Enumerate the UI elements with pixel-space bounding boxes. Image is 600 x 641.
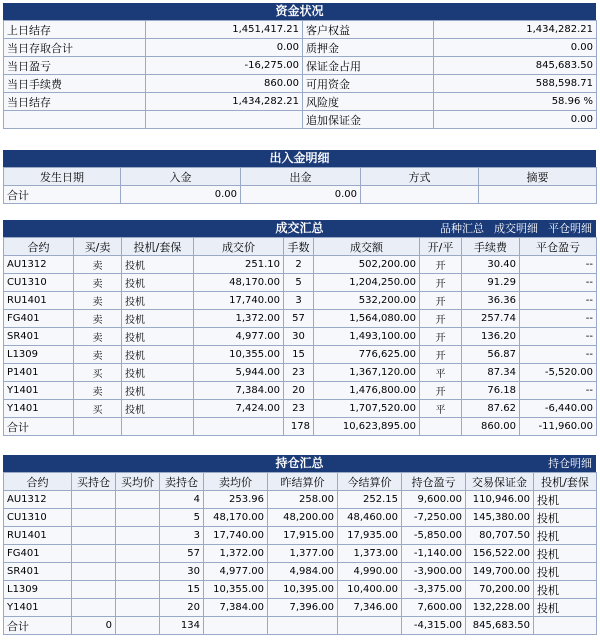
position-cell: [72, 527, 116, 545]
position-total-cell: [268, 617, 338, 635]
column-header: 卖持仓: [160, 473, 204, 491]
trade-cell: --: [520, 346, 597, 364]
position-cell: [116, 545, 160, 563]
trade-cell: 15: [284, 346, 314, 364]
column-header: 今结算价: [338, 473, 402, 491]
trade-cell: 87.62: [462, 400, 520, 418]
trade-cell: 57: [284, 310, 314, 328]
trade-row: [4, 364, 597, 382]
fund-status-row: [4, 93, 597, 111]
trade-cell: 1,204,250.00: [314, 274, 420, 292]
trade-cell: CU1310: [4, 274, 74, 292]
position-cell: [116, 491, 160, 509]
fund-value: [146, 111, 303, 129]
trade-cell: 投机: [122, 328, 194, 346]
trade-cell: 532,200.00: [314, 292, 420, 310]
position-cell: 149,700.00: [466, 563, 534, 581]
fund-value: 0.00: [434, 39, 597, 57]
trade-cell: 买: [74, 364, 122, 382]
position-total-cell: [204, 617, 268, 635]
trade-cell: 投机: [122, 310, 194, 328]
position-cell: 15: [160, 581, 204, 599]
position-cell: 253.96: [204, 491, 268, 509]
cash-flow-header: 出入金明细: [3, 150, 596, 167]
position-cell: 9,600.00: [402, 491, 466, 509]
fund-status-row: [4, 75, 597, 93]
position-cell: 投机: [534, 599, 597, 617]
column-header: 成交价: [194, 238, 284, 256]
trade-link-0[interactable]: 品种汇总: [440, 222, 484, 235]
column-header: 买持仓: [72, 473, 116, 491]
column-header: 平仓盈亏: [520, 238, 597, 256]
trade-cell: 7,424.00: [194, 400, 284, 418]
trade-cell: 投机: [122, 292, 194, 310]
trade-cell: 开: [420, 256, 462, 274]
trade-cell: 开: [420, 382, 462, 400]
position-cell: 17,915.00: [268, 527, 338, 545]
position-cell: [116, 527, 160, 545]
trade-cell: 卖: [74, 382, 122, 400]
trade-row: [4, 400, 597, 418]
position-row: [4, 509, 597, 527]
position-total-cell: 0: [72, 617, 116, 635]
trade-cell: --: [520, 310, 597, 328]
position-cell: [116, 581, 160, 599]
trade-cell: --: [520, 328, 597, 346]
position-cell: 30: [160, 563, 204, 581]
column-header: 卖均价: [204, 473, 268, 491]
trade-cell: 91.29: [462, 274, 520, 292]
position-cell: 17,935.00: [338, 527, 402, 545]
trade-row: [4, 328, 597, 346]
trade-cell: 开: [420, 310, 462, 328]
trade-total-row: [4, 418, 597, 436]
trade-cell: 1,493,100.00: [314, 328, 420, 346]
position-cell: 110,946.00: [466, 491, 534, 509]
trade-cell: 3: [284, 292, 314, 310]
trades-table: [3, 237, 597, 436]
trade-cell: --: [520, 382, 597, 400]
trade-cell: --: [520, 292, 597, 310]
trade-cell: 投机: [122, 382, 194, 400]
position-cell: 1,373.00: [338, 545, 402, 563]
fund-value: 860.00: [146, 75, 303, 93]
column-header: 买均价: [116, 473, 160, 491]
trade-cell: 1,476,800.00: [314, 382, 420, 400]
trade-cell: 30: [284, 328, 314, 346]
position-cell: L1309: [4, 581, 72, 599]
column-header: 昨结算价: [268, 473, 338, 491]
position-cell: 4: [160, 491, 204, 509]
position-cell: CU1310: [4, 509, 72, 527]
fund-label: 可用资金: [303, 75, 434, 93]
position-cell: [116, 563, 160, 581]
trade-total-cell: [74, 418, 122, 436]
fund-status-row: [4, 21, 597, 39]
column-header: 投机/套保: [122, 238, 194, 256]
column-header: 摘要: [479, 168, 597, 186]
trade-total-cell: [194, 418, 284, 436]
fund-label: 客户权益: [303, 21, 434, 39]
trade-row: [4, 256, 597, 274]
position-cell: 10,355.00: [204, 581, 268, 599]
trade-cell: 36.36: [462, 292, 520, 310]
position-cell: 48,200.00: [268, 509, 338, 527]
trade-cell: 20: [284, 382, 314, 400]
trade-total-cell: [122, 418, 194, 436]
position-cell: 132,228.00: [466, 599, 534, 617]
position-cell: 4,990.00: [338, 563, 402, 581]
trade-row: [4, 382, 597, 400]
position-cell: 20: [160, 599, 204, 617]
position-total-row: [4, 617, 597, 635]
trade-row: [4, 292, 597, 310]
position-cell: -5,850.00: [402, 527, 466, 545]
position-cell: 7,396.00: [268, 599, 338, 617]
column-header: 发生日期: [4, 168, 121, 186]
position-cell: [72, 599, 116, 617]
trades-header: 成交汇总 品种汇总 成交明细 平仓明细: [3, 220, 596, 237]
column-header: 买/卖: [74, 238, 122, 256]
cash-flow-table: [3, 167, 597, 204]
trade-cell: 10,355.00: [194, 346, 284, 364]
position-cell: 投机: [534, 491, 597, 509]
column-header: 投机/套保: [534, 473, 597, 491]
trade-cell: RU1401: [4, 292, 74, 310]
trade-cell: 48,170.00: [194, 274, 284, 292]
position-total-cell: -4,315.00: [402, 617, 466, 635]
position-total-cell: [534, 617, 597, 635]
trade-cell: 开: [420, 346, 462, 364]
position-row: [4, 491, 597, 509]
trade-cell: 卖: [74, 274, 122, 292]
total-label: 合计: [4, 186, 121, 204]
column-header: 入金: [121, 168, 241, 186]
position-cell: FG401: [4, 545, 72, 563]
trade-cell: 5,944.00: [194, 364, 284, 382]
trade-cell: 卖: [74, 310, 122, 328]
column-header: 成交额: [314, 238, 420, 256]
fund-label: 质押金: [303, 39, 434, 57]
position-cell: 70,200.00: [466, 581, 534, 599]
position-cell: [116, 509, 160, 527]
column-header: 合约: [4, 238, 74, 256]
position-cell: 57: [160, 545, 204, 563]
position-cell: 17,740.00: [204, 527, 268, 545]
position-cell: -3,375.00: [402, 581, 466, 599]
fund-status-row: [4, 57, 597, 75]
position-cell: [72, 563, 116, 581]
position-cell: 252.15: [338, 491, 402, 509]
fund-status-table: [3, 20, 597, 129]
position-cell: [72, 509, 116, 527]
fund-status-header: 资金状况: [3, 3, 596, 20]
trade-cell: 卖: [74, 292, 122, 310]
position-cell: [72, 581, 116, 599]
trade-cell: 买: [74, 400, 122, 418]
position-cell: 10,400.00: [338, 581, 402, 599]
fund-label: 追加保证金: [303, 111, 434, 129]
fund-label: 上日结存: [4, 21, 146, 39]
position-total-cell: 845,683.50: [466, 617, 534, 635]
position-cell: 7,600.00: [402, 599, 466, 617]
position-cell: 258.00: [268, 491, 338, 509]
position-cell: 投机: [534, 527, 597, 545]
trade-cell: 251.10: [194, 256, 284, 274]
position-cell: RU1401: [4, 527, 72, 545]
trade-cell: P1401: [4, 364, 74, 382]
trade-cell: 5: [284, 274, 314, 292]
trade-cell: 卖: [74, 346, 122, 364]
fund-label: 当日存取合计: [4, 39, 146, 57]
trade-cell: 卖: [74, 328, 122, 346]
trade-cell: 平: [420, 364, 462, 382]
trade-cell: 开: [420, 328, 462, 346]
position-cell: 投机: [534, 545, 597, 563]
cash-flow-section: [3, 150, 596, 204]
trade-cell: 1,707,520.00: [314, 400, 420, 418]
fund-value: -16,275.00: [146, 57, 303, 75]
fund-status-row: [4, 111, 597, 129]
trade-cell: 23: [284, 400, 314, 418]
trade-cell: 76.18: [462, 382, 520, 400]
position-cell: 145,380.00: [466, 509, 534, 527]
position-cell: [72, 491, 116, 509]
trade-cell: 87.34: [462, 364, 520, 382]
trade-cell: 卖: [74, 256, 122, 274]
trade-cell: 136.20: [462, 328, 520, 346]
trade-cell: 56.87: [462, 346, 520, 364]
trade-cell: Y1401: [4, 382, 74, 400]
fund-label: 风险度: [303, 93, 434, 111]
position-cell: -7,250.00: [402, 509, 466, 527]
position-row: [4, 563, 597, 581]
position-cell: 48,170.00: [204, 509, 268, 527]
trade-row: [4, 274, 597, 292]
position-cell: 4,977.00: [204, 563, 268, 581]
cash-flow-total-row: [4, 186, 597, 204]
trade-cell: 2: [284, 256, 314, 274]
trade-row: [4, 310, 597, 328]
fund-label: 当日手续费: [4, 75, 146, 93]
trade-cell: 投机: [122, 400, 194, 418]
position-cell: 4,984.00: [268, 563, 338, 581]
total-out: 0.00: [241, 186, 361, 204]
trade-total-cell: 178: [284, 418, 314, 436]
fund-label: 当日盈亏: [4, 57, 146, 75]
position-cell: 80,707.50: [466, 527, 534, 545]
trade-link-2[interactable]: 平仓明细: [548, 222, 592, 235]
trade-cell: --: [520, 256, 597, 274]
position-cell: [116, 599, 160, 617]
trade-cell: FG401: [4, 310, 74, 328]
positions-section: [3, 455, 596, 635]
trade-cell: SR401: [4, 328, 74, 346]
trade-link-1[interactable]: 成交明细: [494, 222, 538, 235]
column-header: 交易保证金: [466, 473, 534, 491]
position-row: [4, 599, 597, 617]
position-cell: AU1312: [4, 491, 72, 509]
column-header: 持仓盈亏: [402, 473, 466, 491]
fund-status-section: [3, 3, 596, 129]
position-cell: 3: [160, 527, 204, 545]
position-total-cell: [116, 617, 160, 635]
position-cell: SR401: [4, 563, 72, 581]
position-link-0[interactable]: 持仓明细: [548, 457, 592, 470]
positions-header: 持仓汇总 持仓明细: [3, 455, 596, 472]
position-cell: [72, 545, 116, 563]
position-cell: -3,900.00: [402, 563, 466, 581]
position-cell: 投机: [534, 509, 597, 527]
position-cell: 投机: [534, 563, 597, 581]
trade-cell: 17,740.00: [194, 292, 284, 310]
column-header: 方式: [361, 168, 479, 186]
fund-value: 1,434,282.21: [146, 93, 303, 111]
trade-cell: 投机: [122, 364, 194, 382]
fund-value: 0.00: [146, 39, 303, 57]
trades-section: [3, 220, 596, 436]
trade-total-cell: [420, 418, 462, 436]
position-cell: 48,460.00: [338, 509, 402, 527]
fund-value: 1,434,282.21: [434, 21, 597, 39]
position-cell: 156,522.00: [466, 545, 534, 563]
trade-cell: 1,367,120.00: [314, 364, 420, 382]
position-cell: 1,372.00: [204, 545, 268, 563]
trade-cell: 平: [420, 400, 462, 418]
trade-cell: 投机: [122, 256, 194, 274]
trade-row: [4, 346, 597, 364]
trade-cell: 7,384.00: [194, 382, 284, 400]
fund-label: 当日结存: [4, 93, 146, 111]
trade-cell: 776,625.00: [314, 346, 420, 364]
trade-cell: L1309: [4, 346, 74, 364]
trade-cell: 4,977.00: [194, 328, 284, 346]
position-row: [4, 545, 597, 563]
fund-value: 58.96 %: [434, 93, 597, 111]
trade-cell: 502,200.00: [314, 256, 420, 274]
trade-cell: 投机: [122, 274, 194, 292]
fund-label: 保证金占用: [303, 57, 434, 75]
trade-cell: 23: [284, 364, 314, 382]
position-total-cell: 134: [160, 617, 204, 635]
fund-value: 1,451,417.21: [146, 21, 303, 39]
trade-total-cell: 10,623,895.00: [314, 418, 420, 436]
column-header: 手续费: [462, 238, 520, 256]
trade-cell: -5,520.00: [520, 364, 597, 382]
trade-total-cell: -11,960.00: [520, 418, 597, 436]
position-cell: -1,140.00: [402, 545, 466, 563]
column-header: 出金: [241, 168, 361, 186]
fund-value: 0.00: [434, 111, 597, 129]
position-cell: 7,346.00: [338, 599, 402, 617]
position-total-cell: [338, 617, 402, 635]
position-cell: 投机: [534, 581, 597, 599]
trade-cell: Y1401: [4, 400, 74, 418]
position-row: [4, 527, 597, 545]
position-cell: 1,377.00: [268, 545, 338, 563]
trade-cell: 投机: [122, 346, 194, 364]
fund-value: 588,598.71: [434, 75, 597, 93]
column-header: 开/平: [420, 238, 462, 256]
trade-cell: 1,372.00: [194, 310, 284, 328]
trade-cell: 开: [420, 274, 462, 292]
position-cell: 5: [160, 509, 204, 527]
position-cell: 7,384.00: [204, 599, 268, 617]
trade-cell: --: [520, 274, 597, 292]
column-header: 合约: [4, 473, 72, 491]
fund-status-row: [4, 39, 597, 57]
trade-total-cell: 860.00: [462, 418, 520, 436]
position-total-cell: 合计: [4, 617, 72, 635]
trade-cell: AU1312: [4, 256, 74, 274]
trade-cell: 1,564,080.00: [314, 310, 420, 328]
position-row: [4, 581, 597, 599]
column-header: 手数: [284, 238, 314, 256]
trade-cell: 257.74: [462, 310, 520, 328]
trade-cell: 30.40: [462, 256, 520, 274]
trade-total-cell: 合计: [4, 418, 74, 436]
fund-label: [4, 111, 146, 129]
positions-table: [3, 472, 597, 635]
position-cell: Y1401: [4, 599, 72, 617]
trade-cell: 开: [420, 292, 462, 310]
position-cell: 10,395.00: [268, 581, 338, 599]
total-in: 0.00: [121, 186, 241, 204]
trade-cell: -6,440.00: [520, 400, 597, 418]
fund-value: 845,683.50: [434, 57, 597, 75]
